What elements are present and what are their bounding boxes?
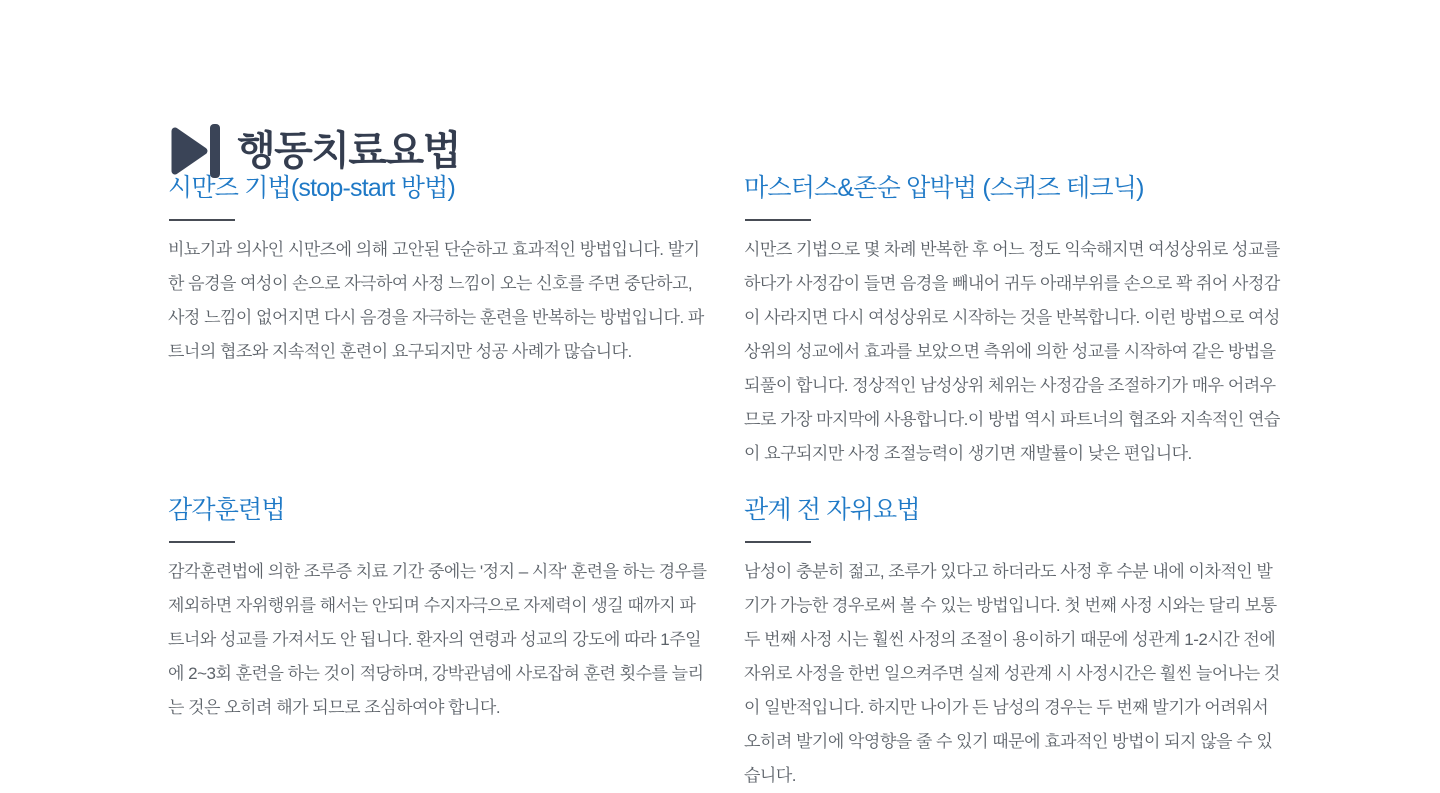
section-divider [169, 219, 235, 221]
section-divider [169, 541, 235, 543]
section-body: 감각훈련법에 의한 조루증 치료 기간 중에는 '정지 – 시작' 훈련을 하는 경우를 제외하면 자위행위를 해서는 안되며 수지자극으로 자제력이 생길 때까지 파트너와 성교를 가져서도 안 됩니다. 환자의 연령과 성교의 강도에 따라 1주일에 2~3회 훈련을 하는 것이 적당하며, 강박관념에 사로잡혀 훈련 횟수를 늘리는 것은 오히려 해가 되므로 조심하여야 합니다. [168, 562, 707, 717]
section-body: 비뇨기과 의사인 시만즈에 의해 고안된 단순하고 효과적인 방법입니다. 발기한 음경을 여성이 손으로 자극하여 사정 느낌이 오는 신호를 주면 중단하고, 사정 느낌이 없어지면 다시 음경을 자극하는 훈련을 반복하는 방법입니다. 파트너의 협조와 지속적인 훈련이 요구되지만 성공 사례가 많습니다. [168, 240, 704, 361]
section-pre-intercourse-masturbation [744, 495, 1286, 793]
page-title: 행동치료요법 [237, 128, 460, 173]
section-heading: 관계 전 자위요법 [744, 496, 920, 524]
section-divider [745, 541, 811, 543]
section-heading: 시만즈 기법(stop-start 방법) [168, 174, 455, 202]
section-body: 남성이 충분히 젊고, 조루가 있다고 하더라도 사정 후 수분 내에 이차적인 발기가 가능한 경우로써 볼 수 있는 방법입니다. 첫 번째 사정 시와는 달리 보통 두 번째 사정 시는 훨씬 사정의 조절이 용이하기 때문에 성관계 1-2시간 전에 자위로 사정을 한번 일으켜주면 실제 성관계 시 사정시간은 훨씬 늘어나는 것이 일반적입니다. 하지만 나이가 든 남성의 경우는 두 번째 발기가 어려워서 오히려 발기에 악영향을 줄 수 있기 때문에 효과적인 방법이 되지 않을 수 있습니다. [744, 562, 1280, 785]
content-grid [168, 173, 1286, 793]
section-body: 시만즈 기법으로 몇 차례 반복한 후 어느 정도 익숙해지면 여성상위로 성교를 하다가 사정감이 들면 음경을 빼내어 귀두 아래부위를 손으로 꽉 쥐어 사정감이 사라지면 다시 여성상위로 시작하는 것을 반복합니다. 이런 방법으로 여성상위의 성교에서 효과를 보았으면 측위에 의한 성교를 시작하여 같은 방법을 되풀이 합니다. 정상적인 남성상위 체위는 사정감을 조절하기가 매우 어려우므로 가장 마지막에 사용합니다.이 방법 역시 파트너의 협조와 지속적인 연습이 요구되지만 사정 조절능력이 생기면 재발률이 낮은 편입니다. [744, 240, 1280, 463]
section-heading: 마스터스&존순 압박법 (스퀴즈 테크닉) [744, 174, 1144, 202]
section-heading: 감각훈련법 [168, 496, 285, 524]
skip-next-icon [168, 123, 220, 179]
section-divider [745, 219, 811, 221]
section-simans-technique [168, 173, 710, 369]
section-sensate-focus [168, 495, 710, 725]
section-masters-johnson-squeeze [744, 173, 1286, 471]
